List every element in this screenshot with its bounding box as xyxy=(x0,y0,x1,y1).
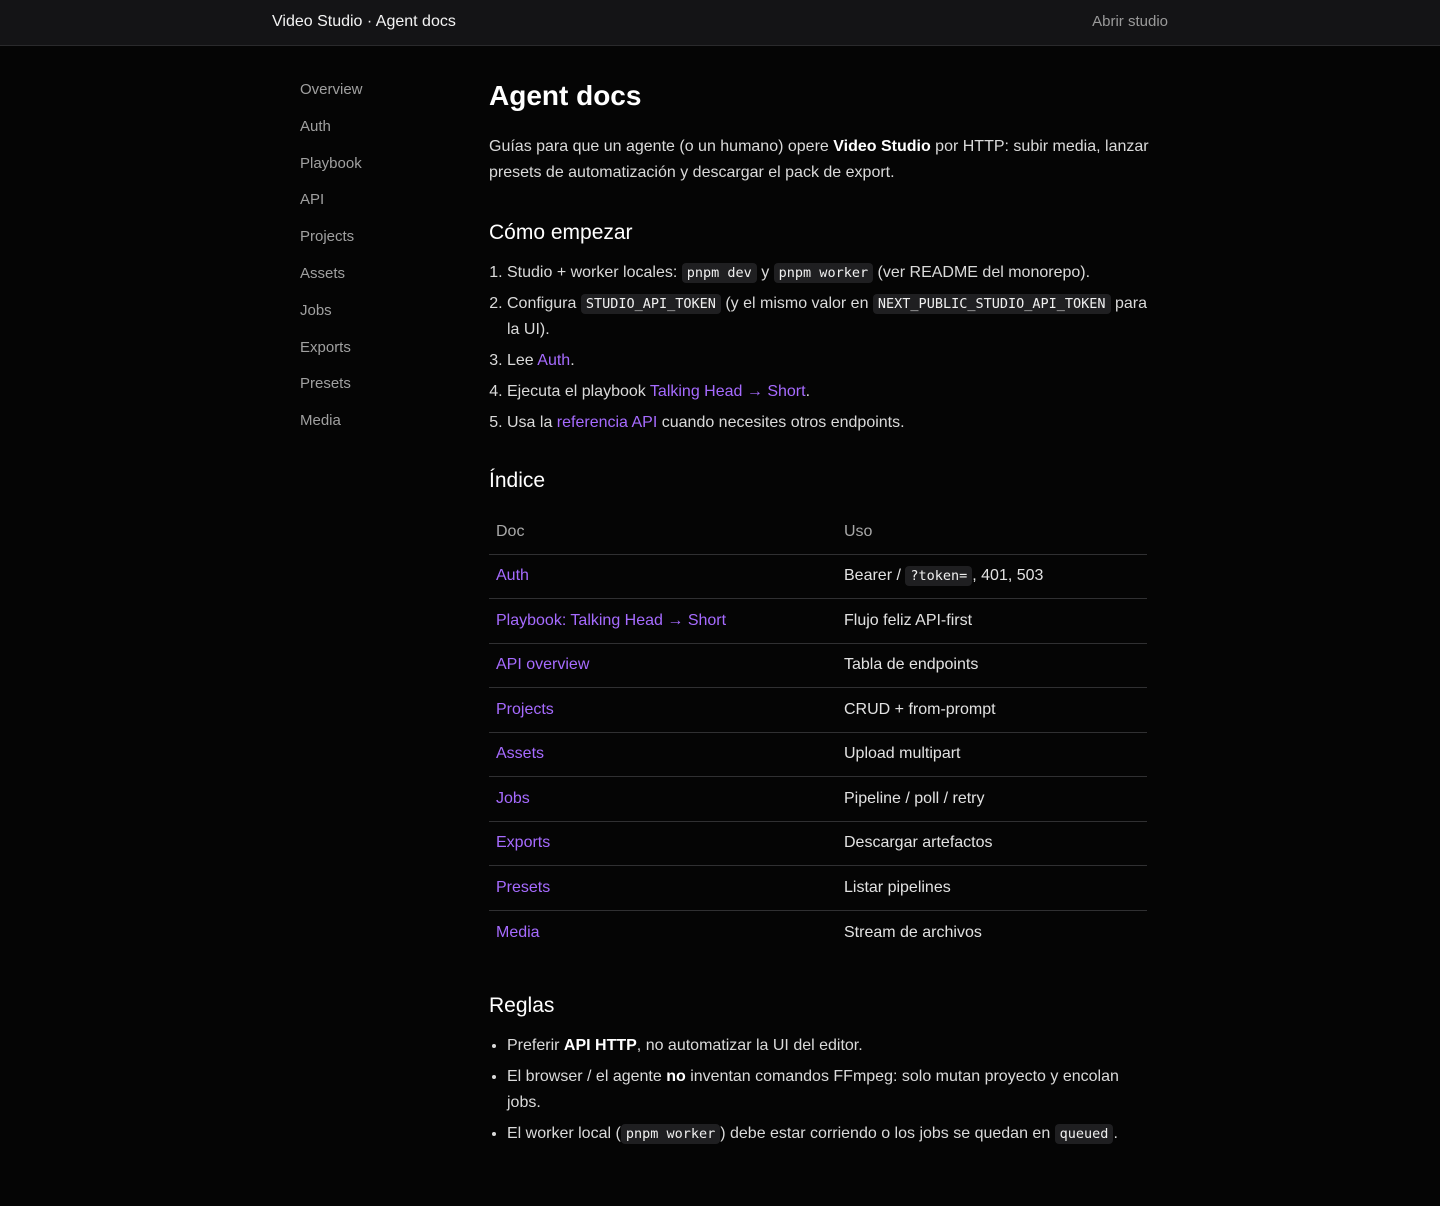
table-row xyxy=(489,643,1147,688)
step-text: Ejecuta el playbook xyxy=(507,383,650,400)
rule-text: ) debe estar corriendo o los jobs se quedan en xyxy=(720,1124,1055,1142)
sidebar-item-exports[interactable]: Exports xyxy=(300,338,351,356)
rule-item xyxy=(507,1033,1149,1059)
intro-text-2: por HTTP: subir media, lanzar presets de automatización y descargar el pack de export. xyxy=(489,138,1149,181)
start-step xyxy=(507,379,1149,405)
main-content xyxy=(489,78,1149,1152)
code-snippet: pnpm dev xyxy=(682,263,757,283)
doc-link[interactable]: Media xyxy=(496,923,540,941)
start-steps-list xyxy=(489,260,1149,436)
step-text: (ver README del monorepo). xyxy=(873,264,1091,281)
start-step xyxy=(507,291,1149,343)
sidebar-item-playbook[interactable]: Playbook xyxy=(300,154,362,172)
doc-cell xyxy=(489,599,837,644)
sidebar-item-assets[interactable]: Assets xyxy=(300,264,346,282)
use-cell: Flujo feliz API-first xyxy=(837,599,1147,644)
brand-link[interactable]: Video Studio · Agent docs xyxy=(272,13,456,30)
table-row xyxy=(489,599,1147,644)
intro-paragraph xyxy=(489,134,1149,186)
step-text: (y el mismo valor en xyxy=(720,295,873,312)
auth-link[interactable]: Auth xyxy=(537,352,571,369)
doc-cell xyxy=(489,554,837,599)
sidebar-item-projects[interactable]: Projects xyxy=(300,228,355,246)
code-snippet: ?token= xyxy=(905,566,972,586)
use-text: , 401, 503 xyxy=(972,567,1044,585)
code-snippet: STUDIO_API_TOKEN xyxy=(581,294,721,314)
use-cell: Pipeline / poll / retry xyxy=(837,777,1147,822)
step-text: Usa la xyxy=(507,414,557,431)
doc-link[interactable]: Presets xyxy=(496,878,551,896)
index-table xyxy=(489,510,1147,955)
code-snippet: queued xyxy=(1055,1124,1114,1144)
intro-text-1: Guías para que un agente (o un humano) opere xyxy=(489,138,834,155)
section-heading-index: Índice xyxy=(489,469,546,492)
doc-link[interactable]: Assets xyxy=(496,745,545,763)
table-row xyxy=(489,910,1147,955)
column-header-use: Uso xyxy=(837,510,1147,554)
sidebar-item-jobs[interactable]: Jobs xyxy=(300,301,332,319)
code-snippet: pnpm worker xyxy=(621,1124,720,1144)
table-row xyxy=(489,866,1147,911)
step-text: . xyxy=(570,352,575,369)
start-step xyxy=(507,260,1149,286)
sidebar-item-api[interactable]: API xyxy=(300,191,325,209)
table-row xyxy=(489,554,1147,599)
use-cell: Descargar artefactos xyxy=(837,821,1147,866)
step-text: Configura xyxy=(507,295,581,312)
use-cell: Stream de archivos xyxy=(844,923,982,941)
section-heading-start: Cómo empezar xyxy=(489,221,633,244)
rules-list xyxy=(489,1033,1149,1147)
use-cell xyxy=(837,554,1147,599)
sidebar-item-auth[interactable]: Auth xyxy=(300,117,331,135)
rule-bold: no xyxy=(666,1067,686,1085)
doc-cell xyxy=(489,777,837,822)
api-reference-link[interactable]: referencia API xyxy=(556,414,658,431)
column-header-doc: Doc xyxy=(489,510,837,554)
sidebar-item-overview[interactable]: Overview xyxy=(300,81,363,98)
step-text: cuando necesites otros endpoints. xyxy=(657,414,905,431)
playbook-link[interactable]: Talking Head → Short xyxy=(649,383,806,400)
use-cell: Listar pipelines xyxy=(837,866,1147,911)
doc-link[interactable]: Exports xyxy=(496,834,551,852)
use-text: Bearer / xyxy=(844,567,906,585)
doc-link[interactable]: Projects xyxy=(496,700,554,718)
table-row xyxy=(489,688,1147,733)
step-text: Lee xyxy=(507,352,538,369)
doc-cell xyxy=(489,821,837,866)
doc-link[interactable]: API overview xyxy=(496,656,590,674)
doc-cell xyxy=(489,643,837,688)
doc-cell xyxy=(489,866,837,911)
rule-bold: API HTTP xyxy=(563,1036,637,1054)
use-cell: Upload multipart xyxy=(837,732,1147,777)
sidebar-nav xyxy=(300,78,440,446)
intro-bold: Video Studio xyxy=(833,138,931,155)
page-title: Agent docs xyxy=(489,80,642,111)
table-row xyxy=(489,821,1147,866)
step-text: Studio + worker locales: xyxy=(507,264,682,281)
doc-link[interactable]: Playbook: Talking Head → Short xyxy=(496,611,727,629)
rule-text: . xyxy=(1113,1124,1118,1142)
doc-cell xyxy=(489,688,837,733)
table-header-row xyxy=(489,510,1147,554)
sidebar-item-presets[interactable]: Presets xyxy=(300,375,351,393)
start-step xyxy=(507,348,1149,374)
step-text: y xyxy=(756,264,774,281)
rule-text: inventan comandos FFmpeg: solo mutan proyecto y encolan jobs. xyxy=(507,1067,1119,1111)
doc-link[interactable]: Jobs xyxy=(496,789,530,807)
rule-text: Preferir xyxy=(507,1036,564,1054)
code-snippet: NEXT_PUBLIC_STUDIO_API_TOKEN xyxy=(873,294,1111,314)
section-heading-rules: Reglas xyxy=(489,993,555,1017)
open-studio-link[interactable]: Abrir studio xyxy=(1092,13,1168,30)
doc-cell xyxy=(489,732,837,777)
top-bar xyxy=(0,0,1440,46)
rule-text: El worker local ( xyxy=(507,1124,621,1142)
table-row xyxy=(489,732,1147,777)
rule-text: , no automatizar la UI del editor. xyxy=(636,1036,863,1054)
rule-text: El browser / el agente xyxy=(507,1067,667,1085)
rule-item xyxy=(507,1121,1149,1147)
use-cell: Tabla de endpoints xyxy=(837,643,1147,688)
rule-item xyxy=(507,1064,1149,1116)
doc-cell xyxy=(489,910,837,955)
use-cell: CRUD + from-prompt xyxy=(837,688,1147,733)
code-snippet: pnpm worker xyxy=(774,263,873,283)
step-text: . xyxy=(805,383,811,400)
sidebar-item-media[interactable]: Media xyxy=(300,412,341,430)
table-row xyxy=(489,777,1147,822)
step-text: para la UI). xyxy=(507,295,1147,338)
doc-link[interactable]: Auth xyxy=(496,567,529,585)
start-step xyxy=(507,410,1149,436)
